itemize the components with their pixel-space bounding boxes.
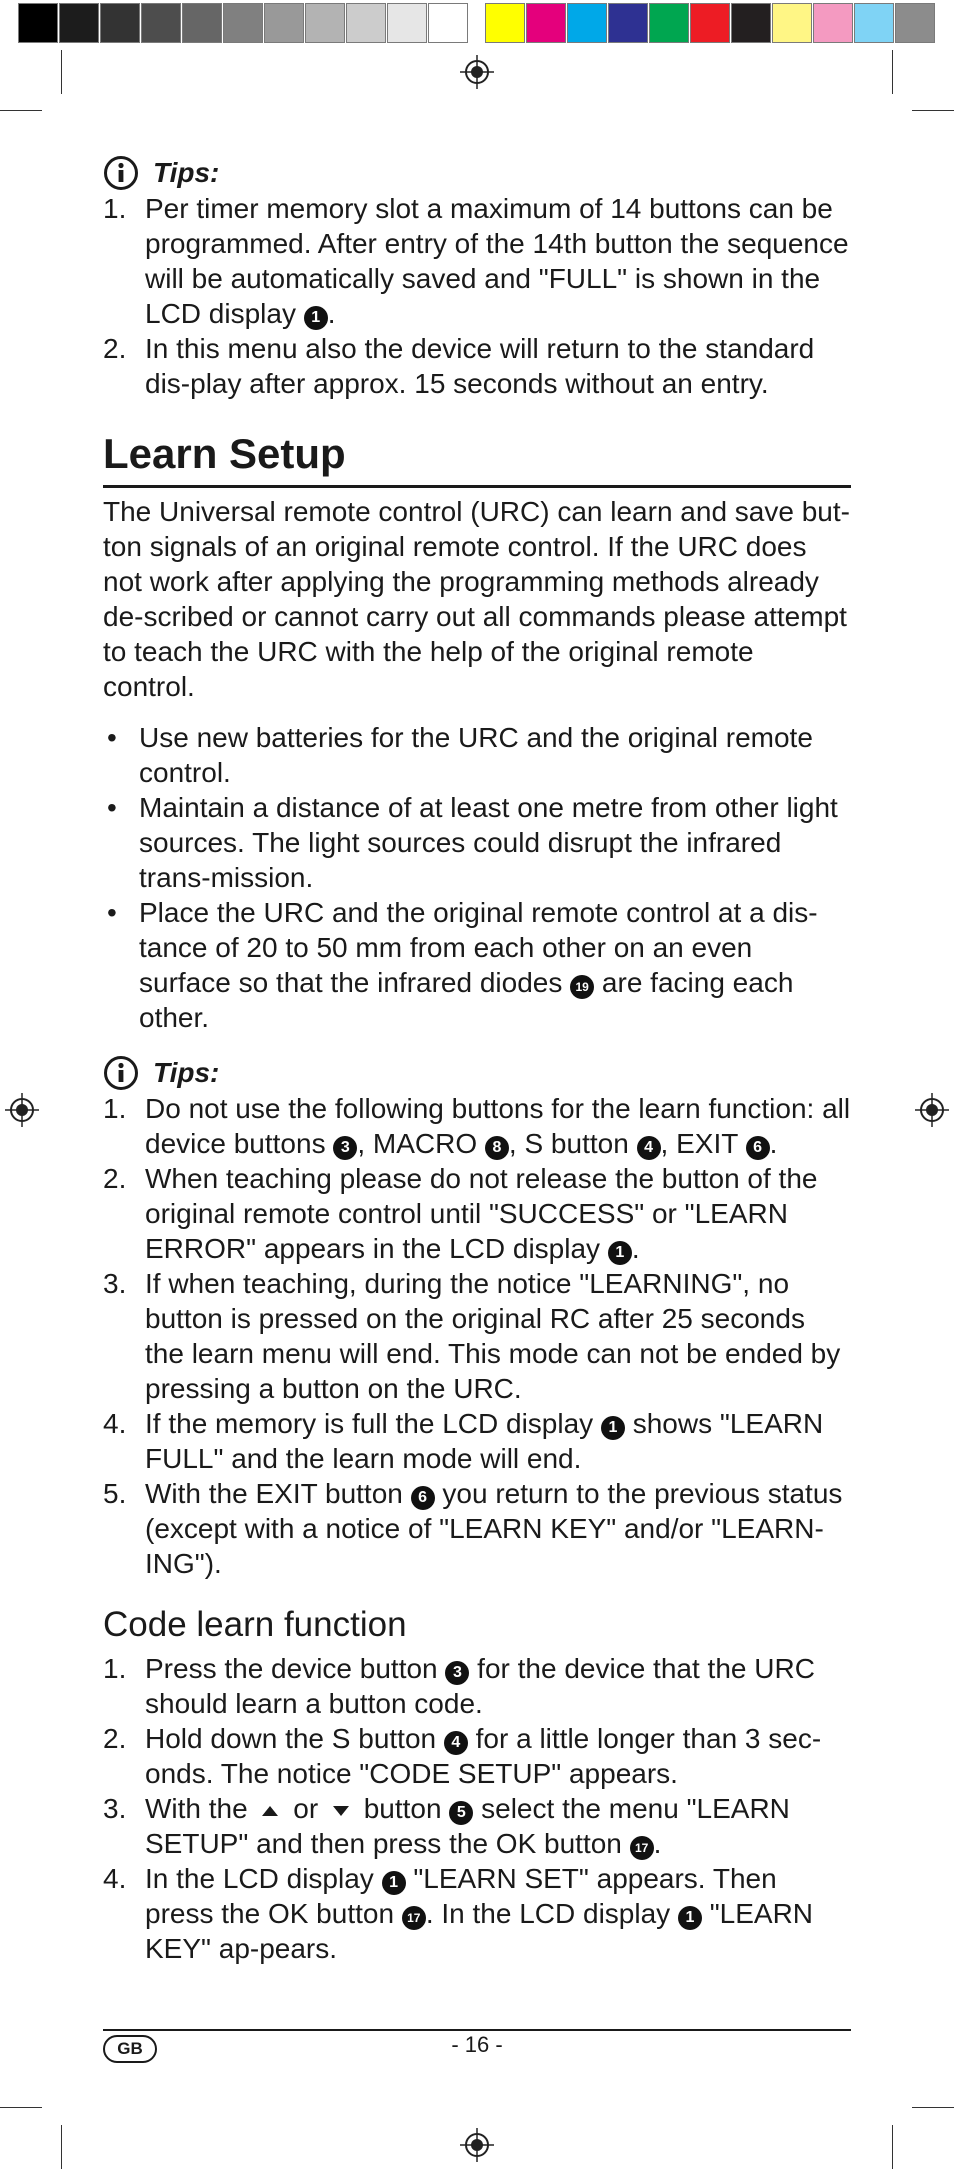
crop-mark <box>892 2125 893 2169</box>
footer-rule <box>103 2029 851 2031</box>
heading-rule <box>103 485 851 488</box>
page-number: - 16 - <box>451 2032 503 2057</box>
list-item <box>103 1476 851 1581</box>
info-icon <box>103 155 139 191</box>
item-text: . <box>631 1233 640 1264</box>
ref-number-badge: 1 <box>382 1871 406 1895</box>
item-text: Use new batteries for the URC and the original remote control. <box>139 722 813 788</box>
item-text: . <box>769 1128 778 1159</box>
item-text: . <box>327 298 336 329</box>
item-text: shows "LEARN FULL" and the learn mode will end. <box>145 1408 824 1474</box>
ref-number-badge: 4 <box>637 1136 661 1160</box>
gray-swatch <box>305 3 345 43</box>
item-text: Per timer memory slot a maximum of 14 buttons can be programmed. After entry of the 14th button the sequence will be automatically saved and "FULL" is shown in the LCD display <box>145 193 849 329</box>
item-text: If the memory is full the LCD display <box>145 1408 601 1439</box>
item-text: . <box>653 1828 662 1859</box>
item-text: With the <box>145 1793 256 1824</box>
item-number: 1. <box>103 1653 127 1684</box>
steps-list <box>103 1651 851 1966</box>
item-number: 3. <box>103 1793 127 1824</box>
item-text: or <box>285 1793 326 1824</box>
item-text: "LEARN SET" appears. Then press the OK button <box>145 1863 777 1929</box>
color-swatch <box>731 3 771 43</box>
item-text: , EXIT <box>660 1128 746 1159</box>
ref-number-badge: 17 <box>630 1836 654 1860</box>
color-swatch <box>813 3 853 43</box>
gray-swatch <box>387 3 427 43</box>
ref-number-badge: 1 <box>678 1906 702 1930</box>
item-number: 2. <box>103 1723 127 1754</box>
tips-heading <box>103 1055 851 1091</box>
crop-mark <box>892 50 893 94</box>
crop-mark <box>61 2125 62 2169</box>
ref-number-badge: 6 <box>746 1136 770 1160</box>
item-text: for the device that the URC should learn a button code. <box>145 1653 815 1719</box>
tips-label: Tips: <box>153 157 220 188</box>
subsection-heading: Code learn function <box>103 1605 407 1644</box>
item-number: 1. <box>103 1093 127 1124</box>
color-swatch <box>854 3 894 43</box>
gray-swatch <box>428 3 468 43</box>
ref-number-badge: 5 <box>449 1801 473 1825</box>
item-number: 5. <box>103 1478 127 1509</box>
item-number: 3. <box>103 1268 127 1299</box>
gray-swatch <box>59 3 99 43</box>
list-item <box>103 1721 851 1791</box>
ref-number-badge: 8 <box>485 1136 509 1160</box>
item-text: "LEARN KEY" ap-pears. <box>145 1898 814 1964</box>
ref-number-badge: 6 <box>411 1486 435 1510</box>
color-swatch <box>772 3 812 43</box>
gray-color-bar <box>18 3 469 43</box>
item-text: If when teaching, during the notice "LEARNING", no button is pressed on the original RC after 25 seconds the learn menu will end. This mode can not be ended by pressing a button on the URC. <box>145 1268 841 1404</box>
item-text: , S button <box>508 1128 637 1159</box>
item-text: are facing each other. <box>139 967 794 1033</box>
gray-swatch <box>18 3 58 43</box>
page-content <box>103 155 851 1966</box>
list-item <box>103 895 851 1035</box>
item-text: In this menu also the device will return to the standard dis-play after approx. 15 seconds without an entry. <box>145 333 815 399</box>
tips-heading <box>103 155 851 191</box>
registration-mark-right <box>915 1093 949 1127</box>
tips-list <box>103 191 851 401</box>
gray-swatch <box>223 3 263 43</box>
color-swatch <box>895 3 935 43</box>
section-heading: Learn Setup <box>103 430 346 477</box>
ref-number-badge: 1 <box>608 1241 632 1265</box>
item-text: for a little longer than 3 sec-onds. The notice "CODE SETUP" appears. <box>145 1723 822 1789</box>
list-item <box>103 1406 851 1476</box>
item-text: In the LCD display <box>145 1863 382 1894</box>
tips-label: Tips: <box>153 1057 220 1088</box>
gray-swatch <box>141 3 181 43</box>
item-text: Hold down the S button <box>145 1723 444 1754</box>
list-item <box>103 1091 851 1161</box>
item-text: . In the LCD display <box>425 1898 678 1929</box>
ref-number-badge: 1 <box>601 1416 625 1440</box>
bullet-list <box>103 720 851 1035</box>
registration-mark-top <box>460 55 494 89</box>
gray-swatch <box>100 3 140 43</box>
item-text: Maintain a distance of at least one metre from other light sources. The light sources could disrupt the infrared trans-mission. <box>139 792 838 893</box>
item-text: Do not use the following buttons for the learn function: all device buttons <box>145 1093 851 1159</box>
color-swatch <box>567 3 607 43</box>
down-triangle-icon <box>332 1805 350 1817</box>
item-text: With the EXIT button <box>145 1478 411 1509</box>
info-icon <box>103 1055 139 1091</box>
color-swatch <box>526 3 566 43</box>
crop-mark <box>0 2107 42 2108</box>
list-item <box>103 1651 851 1721</box>
gray-swatch <box>346 3 386 43</box>
ref-number-badge: 1 <box>304 306 328 330</box>
color-swatch <box>608 3 648 43</box>
list-item <box>103 1861 851 1966</box>
ref-number-badge: 17 <box>402 1906 426 1930</box>
item-text: When teaching please do not release the button of the original remote control until "SUCCESS" or "LEARN ERROR" appears in the LCD display <box>145 1163 818 1264</box>
crop-mark <box>0 110 42 111</box>
item-text: Press the device button <box>145 1653 446 1684</box>
item-text: Place the URC and the original remote control at a dis-tance of 20 to 50 mm from each other on an even surface so that the infrared diodes <box>139 897 818 998</box>
ref-number-badge: 19 <box>570 975 594 999</box>
color-swatch <box>649 3 689 43</box>
item-number: 2. <box>103 1163 127 1194</box>
color-swatch <box>690 3 730 43</box>
ref-number-badge: 3 <box>333 1136 357 1160</box>
item-text: select the menu "LEARN SETUP" and then press the OK button <box>145 1793 790 1859</box>
item-text: you return to the previous status (except with a notice of "LEARN KEY" and/or "LEARN-ING"). <box>145 1478 843 1579</box>
list-item <box>103 790 851 895</box>
crop-mark <box>912 110 954 111</box>
item-number: 2. <box>103 333 127 364</box>
item-number: 4. <box>103 1408 127 1439</box>
intro-paragraph: The Universal remote control (URC) can learn and save but-ton signals of an original remote control. If the URC does not work after applying the programming methods already de-scribed or cannot carry out all commands please attempt to teach the URC with the help of the original remote control. <box>103 496 850 702</box>
tips-list <box>103 1091 851 1581</box>
item-number: 1. <box>103 193 127 224</box>
color-swatch <box>485 3 525 43</box>
crop-mark <box>61 50 62 94</box>
bullet-icon: • <box>107 897 117 928</box>
item-number: 4. <box>103 1863 127 1894</box>
language-badge: GB <box>103 2035 157 2063</box>
process-color-bar <box>485 3 936 43</box>
registration-mark-bottom <box>460 2128 494 2162</box>
item-text: button <box>355 1793 450 1824</box>
list-item <box>103 720 851 790</box>
bullet-icon: • <box>107 792 117 823</box>
ref-number-badge: 4 <box>444 1731 468 1755</box>
gray-swatch <box>264 3 304 43</box>
bullet-icon: • <box>107 722 117 753</box>
ref-number-badge: 3 <box>445 1661 469 1685</box>
list-item <box>103 1791 851 1861</box>
item-text: , MACRO <box>357 1128 485 1159</box>
list-item <box>103 191 851 331</box>
up-triangle-icon <box>261 1805 279 1817</box>
list-item <box>103 331 851 401</box>
gray-swatch <box>182 3 222 43</box>
list-item <box>103 1266 851 1406</box>
list-item <box>103 1161 851 1266</box>
crop-mark <box>912 2107 954 2108</box>
registration-mark-left <box>5 1093 39 1127</box>
